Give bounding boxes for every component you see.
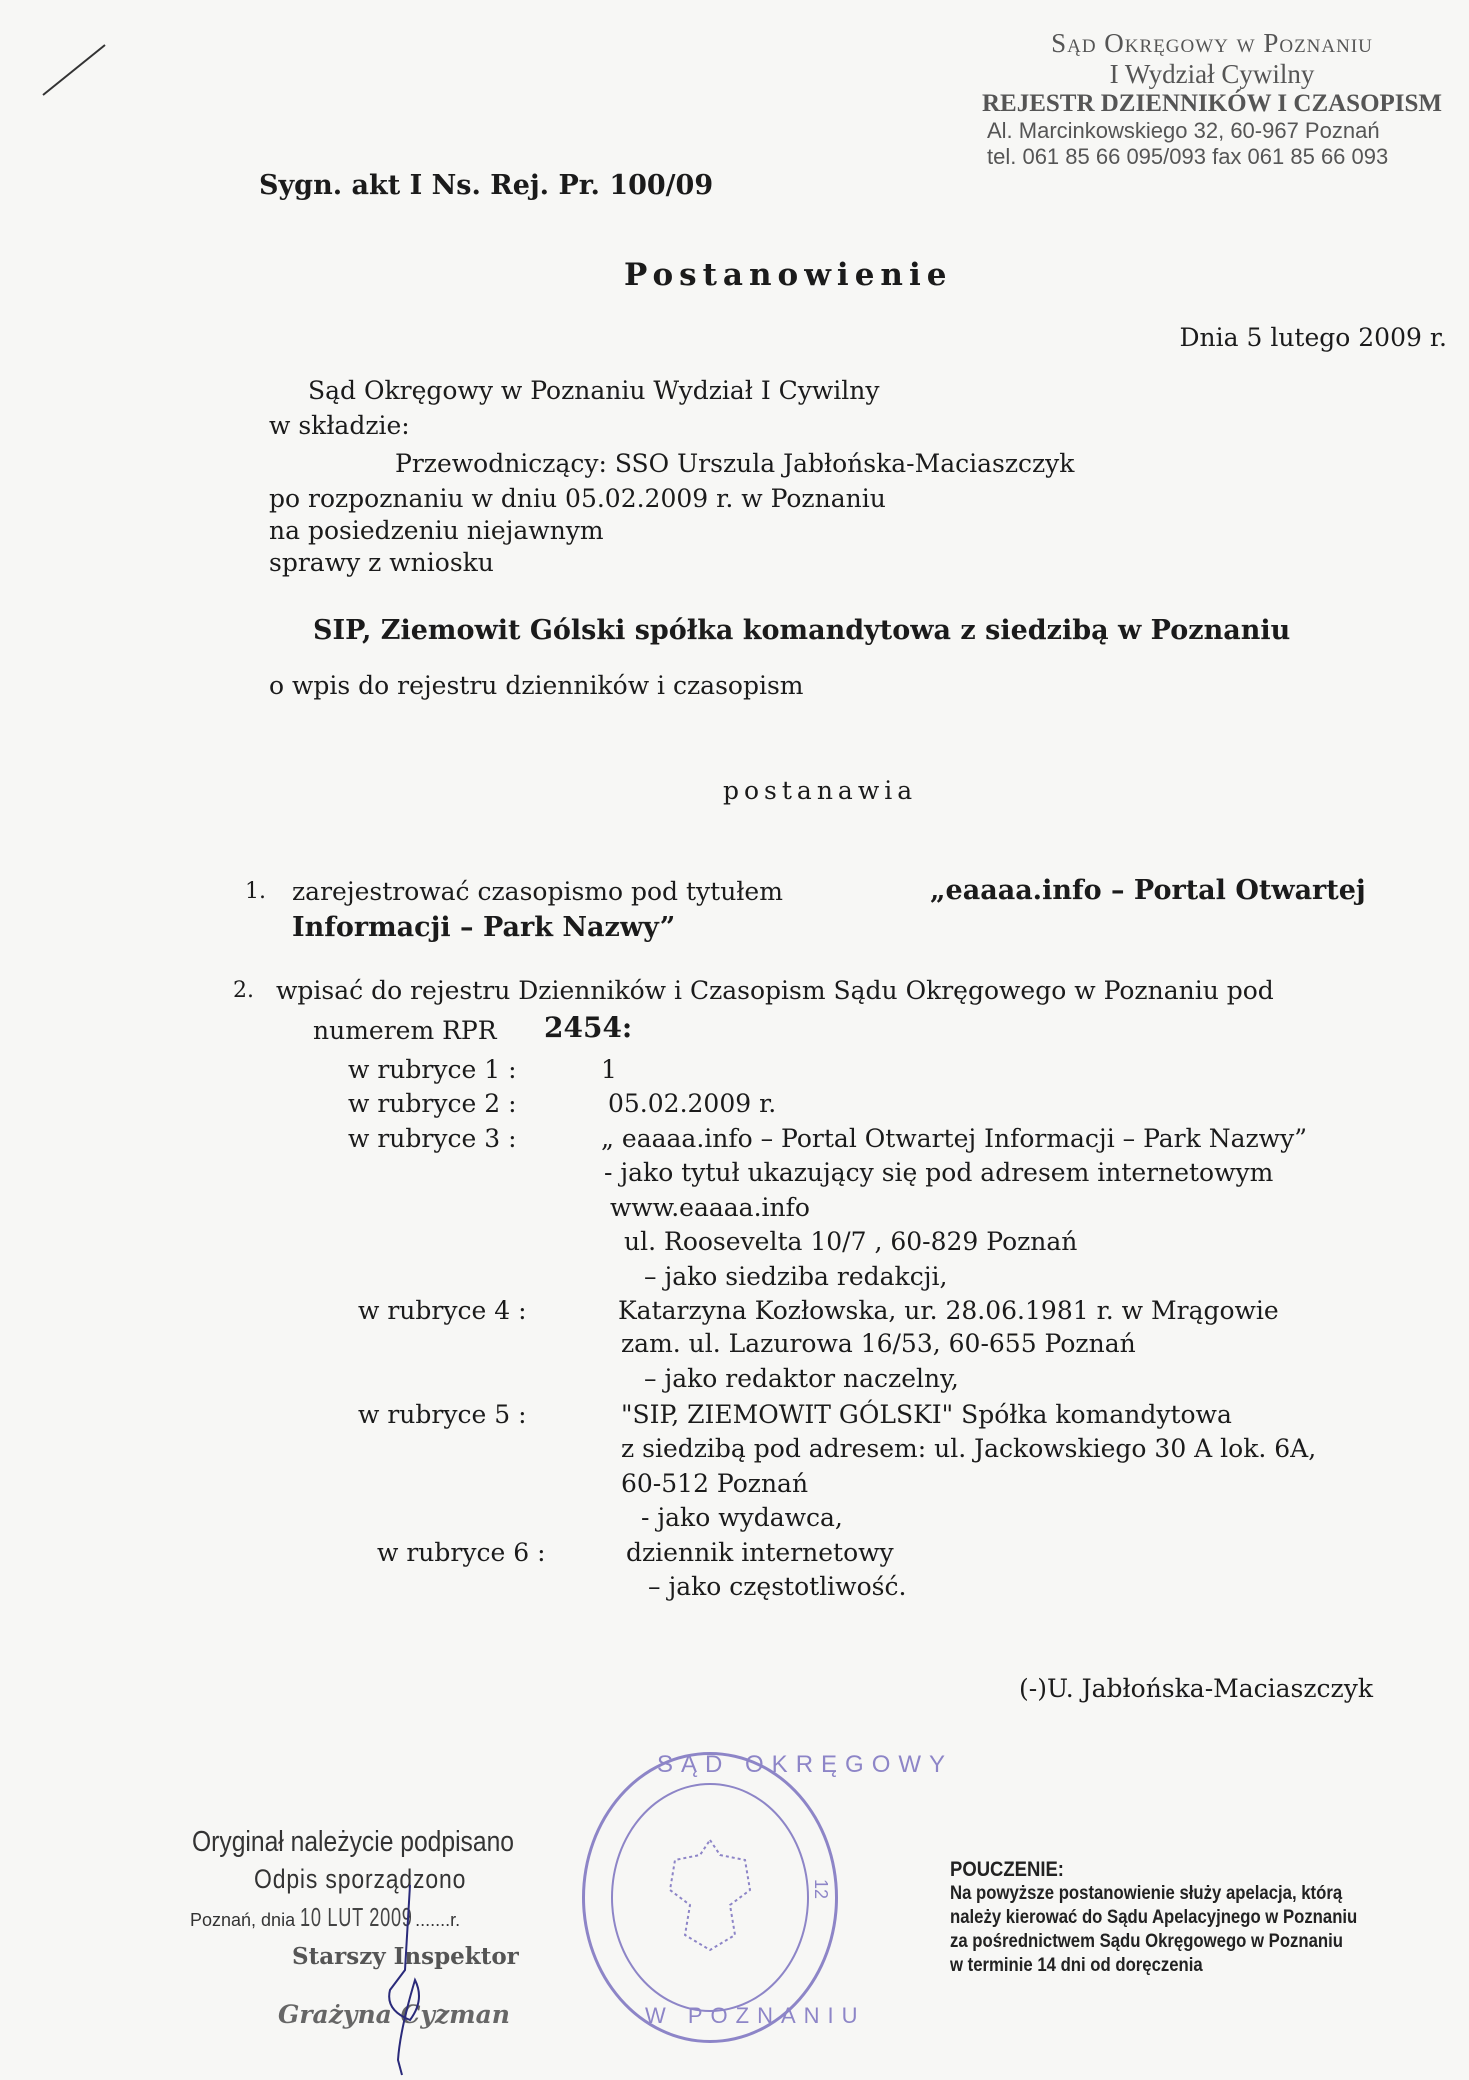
rubric-5-line: - jako wydawca, (641, 1503, 843, 1532)
point-1-number: 1. (245, 879, 266, 904)
place-label: Poznań, dnia (190, 1910, 296, 1930)
rubric-4-line: zam. ul. Lazurowa 16/53, 60-655 Poznań (621, 1329, 1136, 1358)
page-title: Postanowienie (624, 257, 953, 293)
pen-mark (40, 30, 110, 100)
stamp-division: I Wydział Cywilny (1109, 59, 1315, 89)
rubric-2-value: 05.02.2009 r. (608, 1089, 777, 1118)
rubric-5-line: "SIP, ZIEMOWIT GÓLSKI" Spółka komandytowa (621, 1400, 1232, 1429)
rubric-5-line: z siedzibą pod adresem: ul. Jackowskiego 30 A lok. 6A, (621, 1434, 1317, 1463)
date-stamp-value: 10 LUT 2009 (300, 1902, 413, 1932)
rubric-6-label: w rubryce 6 : (377, 1538, 546, 1567)
instruction-line: w terminie 14 dni od doręczenia (950, 1955, 1203, 1976)
place-date-line: Poznań, dnia 10 LUT 2009 .......r. (190, 1902, 461, 1932)
inspector-name: Grażyna Cyzman (278, 2000, 510, 2029)
chair-judge: Przewodniczący: SSO Urszula Jabłońska-Maciaszczyk (395, 449, 1075, 478)
rubric-4-label: w rubryce 4 : (358, 1296, 527, 1325)
inspector-title: Starszy Inspektor (292, 1943, 519, 1970)
point-1-title-cont: Informacji – Park Nazwy” (292, 912, 676, 943)
rpr-label: numerem RPR (313, 1016, 497, 1045)
rubric-3-line: - jako tytuł ukazujący się pod adresem internetowym (604, 1158, 1274, 1187)
rubric-1-label: w rubryce 1 : (348, 1055, 517, 1084)
stamp-registry: REJESTR DZIENNIKÓW I CZASOPISM (981, 90, 1443, 117)
instruction-line: Na powyższe postanowienie służy apelacja, którą (950, 1883, 1343, 1904)
session-type: na posiedzeniu niejawnym (269, 516, 604, 545)
rubric-4-line: Katarzyna Kozłowska, ur. 28.06.1981 r. w Mrągowie (618, 1296, 1279, 1325)
rubric-1-value: 1 (601, 1055, 617, 1084)
rubric-5-label: w rubryce 5 : (358, 1400, 527, 1429)
date-suffix: r. (450, 1910, 461, 1930)
original-signed: Oryginał należycie podpisano (192, 1826, 515, 1858)
point-2-number: 2. (233, 978, 254, 1003)
rubric-6-line: – jako częstotliwość. (648, 1572, 907, 1601)
instruction-line: za pośrednictwem Sądu Okręgowego w Poznaniu (950, 1931, 1343, 1952)
rubric-3-line: „ eaaaa.info – Portal Otwartej Informacji – Park Nazwy” (601, 1124, 1307, 1153)
handwritten-signature (370, 1880, 430, 2080)
case-number: Sygn. akt I Ns. Rej. Pr. 100/09 (259, 170, 714, 201)
stamp-court: Sąd Okręgowy w Poznaniu (1051, 28, 1373, 58)
rubric-4-line: – jako redaktor naczelny, (644, 1364, 959, 1393)
eagle-emblem-icon (660, 1835, 760, 1955)
rubric-2-label: w rubryce 2 : (348, 1089, 517, 1118)
decides-heading: postanawia (723, 776, 918, 805)
court-name: Sąd Okręgowy w Poznaniu Wydział I Cywilny (308, 376, 880, 405)
rubric-3-line: www.eaaaa.info (610, 1193, 810, 1222)
rubric-3-label: w rubryce 3 : (348, 1124, 517, 1153)
rpr-number: 2454: (544, 1011, 633, 1044)
rubric-3-line: ul. Roosevelta 10/7 , 60-829 Poznań (624, 1227, 1078, 1256)
round-court-seal (582, 1751, 954, 2043)
seal-top-text: SĄD OKRĘGOWY (657, 1751, 954, 1778)
point-1-text: zarejestrować czasopismo pod tytułem (292, 877, 783, 906)
judge-signature: (-)U. Jabłońska-Maciaszczyk (1019, 1674, 1373, 1703)
registry-header-stamp (977, 28, 1447, 170)
point-2-text: wpisać do rejestru Dzienników i Czasopism Sądu Okręgowego w Poznaniu pod (276, 976, 1274, 1005)
case-label: sprawy z wniosku (269, 548, 494, 577)
point-1-title: „eaaaa.info – Portal Otwartej (930, 875, 1366, 906)
rubric-3-line: – jako siedziba redakcji, (644, 1262, 948, 1291)
subject: o wpis do rejestru dzienników i czasopism (269, 671, 804, 700)
rubric-5-line: 60-512 Poznań (621, 1469, 809, 1498)
instruction-line: należy kierować do Sądu Apelacyjnego w Poznaniu (950, 1907, 1358, 1928)
appeal-instruction (950, 1858, 1357, 1978)
seal-number: 12 (810, 1878, 831, 1900)
instruction-heading: POUCZENIE: (950, 1858, 1064, 1881)
stamp-phone: tel. 061 85 66 095/093 fax 061 85 66 093 (987, 144, 1389, 169)
rubric-6-line: dziennik internetowy (626, 1538, 894, 1567)
stamp-address: Al. Marcinkowskiego 32, 60-967 Poznań (987, 118, 1380, 143)
hearing-info: po rozpoznaniu w dniu 05.02.2009 r. w Poznaniu (269, 484, 886, 513)
copy-made: Odpis sporządzono (254, 1864, 467, 1894)
applicant: SIP, Ziemowit Gólski spółka komandytowa z siedzibą w Poznaniu (313, 615, 1291, 646)
composition-label: w składzie: (269, 411, 410, 440)
decision-date: Dnia 5 lutego 2009 r. (1179, 323, 1447, 352)
seal-bottom-text: W POZNANIU (645, 2003, 866, 2028)
